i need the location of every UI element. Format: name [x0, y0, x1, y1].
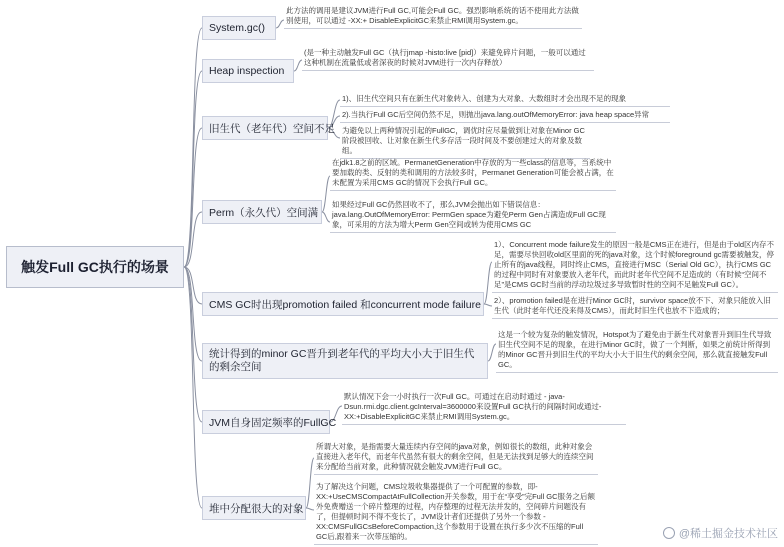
branch-label: Heap inspection: [209, 65, 285, 77]
branch-label: System.gc(): [209, 22, 266, 34]
branch-label: 堆中分配很大的对象: [209, 502, 304, 515]
leaf-perm-note-1: 在jdk1.8之前的区域。PermanetGeneration中存放的为一些class的信息等，当系统中要加载的类、反射的类和调用的方法较多时，Permanet Generation可能会被占满，在未配置为采用CMS GC的情况下会执行Full GC。: [330, 158, 616, 191]
leaf-jvm-fixed-fullgc-note: 默认情况下会一小时执行一次Full GC。可通过在启动时通过 - java-Dsun.rmi.dgc.client.gcInterval=3600000来设置Full GC执行的间隔时间或通过-XX:+DisableExplicitGC来禁止RMI调用System.gc。: [342, 392, 626, 425]
connector-b3-l6: [322, 212, 330, 222]
connector-b5-l9: [488, 344, 496, 361]
connector-b4-l7: [484, 262, 492, 304]
root-node[interactable]: [6, 246, 184, 288]
connector-b3-l5: [322, 176, 330, 212]
juejin-logo-icon: [663, 527, 675, 539]
connector-b4-l8: [484, 304, 492, 306]
connector-root-b3: [184, 212, 202, 267]
watermark-text: @稀土掘金技术社区: [678, 528, 778, 540]
leaf-old-gen-note-3: 为避免以上两种情况引起的FullGC，调优时应尽量做到让对象在Minor GC阶段被回收、让对象在新生代多存活一段时间及不要创建过大的对象及数组。: [340, 126, 590, 159]
branch-cms-failure[interactable]: [202, 292, 484, 316]
branch-label: JVM自身固定频率的FullGC: [209, 416, 337, 429]
connector-root-b0: [184, 28, 202, 267]
connector-b7-l12: [306, 508, 314, 510]
connector-b0-l0: [276, 20, 284, 28]
leaf-perm-note-2: 如果经过Full GC仍然回收不了，那么JVM会抛出如下错误信息：java.lang.OutOfMemoryError: PermGen space为避免Perm Gen占满造成Full GC现象，可采用的方法为增大Perm Gen空间或转为使用CMS GC: [330, 200, 616, 233]
branch-minor-gc-promotion[interactable]: [202, 343, 488, 379]
branch-heap-inspection[interactable]: [202, 59, 294, 83]
leaf-cms-concurrent-mode-note: 1）、Concurrent mode failure发生的原因一般是CMS正在进行，但是由于old区内存不足，需要尽快回收old区里面的死的java对象，这个时候foreground gc需要被触发，停止所有的java线程，同时终止CMS，直接进行MSC（Serial Old GC），执行CMS GC的过程中同时有对象要放入老年代，而此时老年代空间不足造成的（有时候“空间不足”是CMS GC时当前的浮动垃圾过多导致暂时性的空间不足触发Full GC）。: [492, 240, 778, 293]
leaf-cms-promotion-failed-note: 2）、promotion failed是在进行Minor GC时，survivor space放不下、对象只能放入旧生代（此时老年代还没来得及CMS），而此时旧生代也放不下造成的；: [492, 296, 778, 319]
branch-label: 统计得到的minor GC晋升到老年代的平均大小大于旧生代的剩余空间: [209, 348, 475, 373]
leaf-large-object-note-2: 为了解决这个问题，CMS垃圾收集器提供了一个可配置的参数，即-XX:+UseCMSCompactAtFullCollection开关参数，用于在“享受”完Full GC服务之后额外免费赠送一个碎片整理的过程，内存整理的过程无法并发的，空间碎片问题没有了，但提顿时间不得不变长了，JVM设计者们还提供了另外一个参数 -XX:CMSFullGCsBeforeCompaction,这个参数用于设置在执行多少次不压缩的Full GC后,跟着来一次带压缩的。: [314, 482, 598, 545]
leaf-heap-inspection-note: (是一种主动触发Full GC（执行jmap -histo:live [pid]）来避免碎片问题，一般可以通过这种机制在流量低或者深夜的时候对JVM进行一次内存释放）: [302, 48, 594, 71]
connector-b7-l11: [306, 458, 314, 508]
branch-label: 旧生代（老年代）空间不足: [209, 122, 335, 135]
leaf-old-gen-note-2: 2).当执行Full GC后空间仍然不足，则抛出java.lang.outOfMemoryError: java heap space异常: [340, 110, 670, 123]
branch-old-gen-insufficient[interactable]: [202, 116, 335, 140]
watermark: [663, 525, 778, 541]
leaf-system-gc-note: 此方法的调用是建议JVM进行Full GC,可能会Full GC。强烈影响系统的话不使用此方法做别使用，可以通过 -XX:+ DisableExplicitGC来禁止RMI调用System.gc。: [284, 6, 582, 29]
connector-b1-l1: [294, 60, 302, 71]
leaf-minor-gc-note: 这是一个较为复杂的触发情况，Hotspot为了避免由于新生代对象晋升到旧生代导致旧生代空间不足的现象，在进行Minor GC时，做了一个判断，如果之前统计所得到的Minor GC晋升到旧生代的平均大小大于旧生代的剩余空间，那么就直接触发Full GC。: [496, 330, 778, 373]
branch-jvm-fixed-fullgc[interactable]: [202, 410, 337, 434]
leaf-large-object-note-1: 所谓大对象，是指需要大量连续内存空间的java对象，例如很长的数组，此种对象会直接进入老年代，而老年代虽然有很大的剩余空间，但是无法找到足够大的连续空间来分配给当前对象，此种情况就会触发JVM进行Full GC。: [314, 442, 598, 475]
branch-large-object[interactable]: [202, 496, 306, 520]
branch-perm-full[interactable]: [202, 200, 322, 224]
root-title: 触发Full GC执行的场景: [21, 259, 169, 275]
branch-label: CMS GC时出现promotion failed 和concurrent mode failure: [209, 298, 481, 311]
branch-label: Perm（永久代）空间满: [209, 206, 319, 219]
leaf-old-gen-note-1: 1)、旧生代空间只有在新生代对象转入、创建为大对象、大数组时才会出现不足的现象: [340, 94, 670, 107]
branch-system-gc[interactable]: [202, 16, 276, 40]
